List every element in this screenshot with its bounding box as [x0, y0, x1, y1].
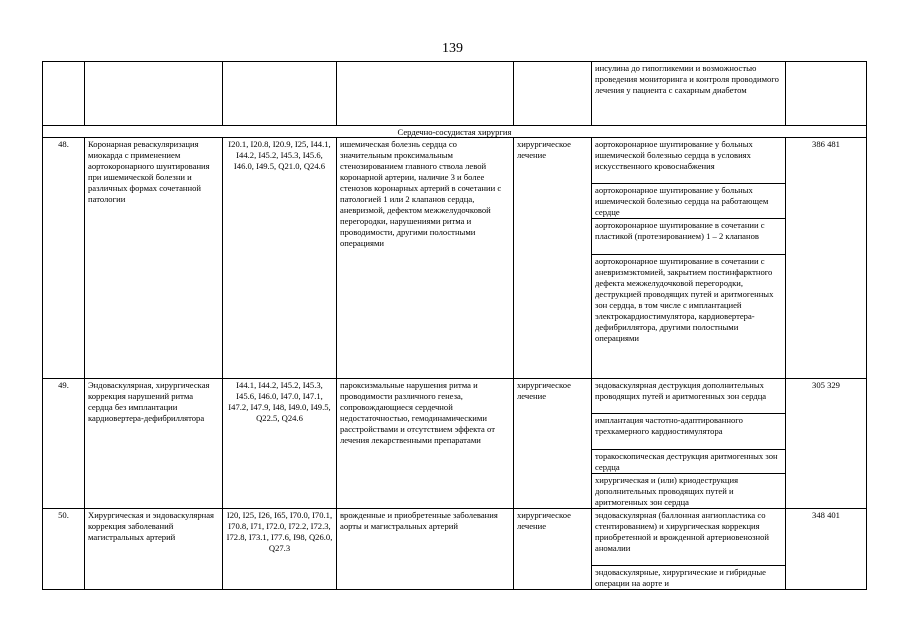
treatment-method: эндоваскулярная деструкция дополнительных проводящих путей и аритмогенных зон сердца	[592, 379, 786, 414]
continuation-method: инсулина до гипогликемии и возможностью проведения мониторинга и контроля проводимого лечения у пациента с сахарным диабетом	[592, 62, 786, 126]
treatment-method: аортокоронарное шунтирование в сочетании с пластикой (протезированием) 1 – 2 клапанов	[592, 219, 786, 255]
treatment-method: эндоваскулярная (баллонная ангиопластика со стентированием) и хирургическая коррекция приобретенной и врожденной артериовенозной аномалии	[592, 509, 786, 566]
cell-empty	[337, 62, 514, 126]
treatment-method: эндоваскулярные, хирургические и гибридные операции на аорте и	[592, 566, 786, 590]
table-row	[43, 509, 867, 566]
table-row	[43, 138, 867, 184]
cell-empty	[786, 62, 867, 126]
table-row	[43, 379, 867, 414]
procedure-name: Коронарная реваскуляризация миокарда с применением аортокоронарного шунтирования при ишемической болезни и различных формах сочетанной патологии	[85, 138, 223, 379]
row-number: 48.	[43, 138, 85, 379]
treatment-method: торакоскопическая деструкция аритмогенных зон сердца	[592, 450, 786, 474]
treatment-method: аортокоронарное шунтирование у больных ишемической болезнью сердца в условиях искусственного кровоснабжения	[592, 138, 786, 184]
treatment-method: имплантация частотно-адаптированного трехкамерного кардиостимулятора	[592, 414, 786, 450]
continuation-row	[43, 62, 867, 126]
icd-codes: I44.1, I44.2, I45.2, I45.3, I45.6, I46.0, I47.0, I47.1, I47.2, I47.9, I48, I49.0, I49.5, Q22.5, Q24.6	[223, 379, 337, 509]
procedures-table	[42, 61, 867, 590]
patient-model: пароксизмальные нарушения ритма и проводимости различного генеза, сопровождающиеся сердечной недостаточностью, гемодинамическими расстройствами и отсутствием эффекта от лечения лекарственными препаратами	[337, 379, 514, 509]
icd-codes: I20.1, I20.8, I20.9, I25, I44.1, I44.2, I45.2, I45.3, I45.6, I46.0, I49.5, Q21.0, Q24.6	[223, 138, 337, 379]
treatment-method: хирургическая и (или) криодеструкция дополнительных проводящих путей и аритмогенных зон сердца	[592, 474, 786, 509]
patient-model: ишемическая болезнь сердца со значительным проксимальным стенозированием главного ствола левой коронарной артерии, наличие 3 и более стенозов коронарных артерий в сочетании с патологией 1 или 2 клапанов сердца, аневризмой, дефектом межжелудочковой перегородки, нарушениями ритма и проводимости, другими полостными операциями	[337, 138, 514, 379]
page-number: 139	[442, 41, 463, 56]
section-row	[43, 126, 867, 138]
treatment-type: хирургическое лечение	[514, 509, 592, 590]
treatment-type: хирургическое лечение	[514, 379, 592, 509]
procedure-name: Хирургическая и эндоваскулярная коррекция заболеваний магистральных артерий	[85, 509, 223, 590]
cell-empty	[514, 62, 592, 126]
cell-empty	[223, 62, 337, 126]
section-title: Сердечно-сосудистая хирургия	[43, 126, 867, 138]
patient-model: врожденные и приобретенные заболевания аорты и магистральных артерий	[337, 509, 514, 590]
treatment-method: аортокоронарное шунтирование у больных ишемической болезнью сердца на работающем сердце	[592, 184, 786, 219]
treatment-method: аортокоронарное шунтирование в сочетании с аневризмэктомией, закрытием постинфарктного дефекта межжелудочковой перегородки, деструкцией проводящих путей и аритмогенных зон сердца, в том числе с имплантацией электрокардиостимулятора, кардиовертера-дефибриллятора, другими полостными операциями	[592, 255, 786, 379]
row-number: 49.	[43, 379, 85, 509]
price: 305 329	[786, 379, 867, 509]
cell-empty	[85, 62, 223, 126]
row-number: 50.	[43, 509, 85, 590]
price: 348 401	[786, 509, 867, 590]
icd-codes: I20, I25, I26, I65, I70.0, I70.1, I70.8, I71, I72.0, I72.2, I72.3, I72.8, I73.1, I77.6, I98, Q26.0, Q27.3	[223, 509, 337, 590]
price: 386 481	[786, 138, 867, 379]
treatment-type: хирургическое лечение	[514, 138, 592, 379]
procedure-name: Эндоваскулярная, хирургическая коррекция нарушений ритма сердца без имплантации кардиовертера-дефибриллятора	[85, 379, 223, 509]
cell-empty	[43, 62, 85, 126]
